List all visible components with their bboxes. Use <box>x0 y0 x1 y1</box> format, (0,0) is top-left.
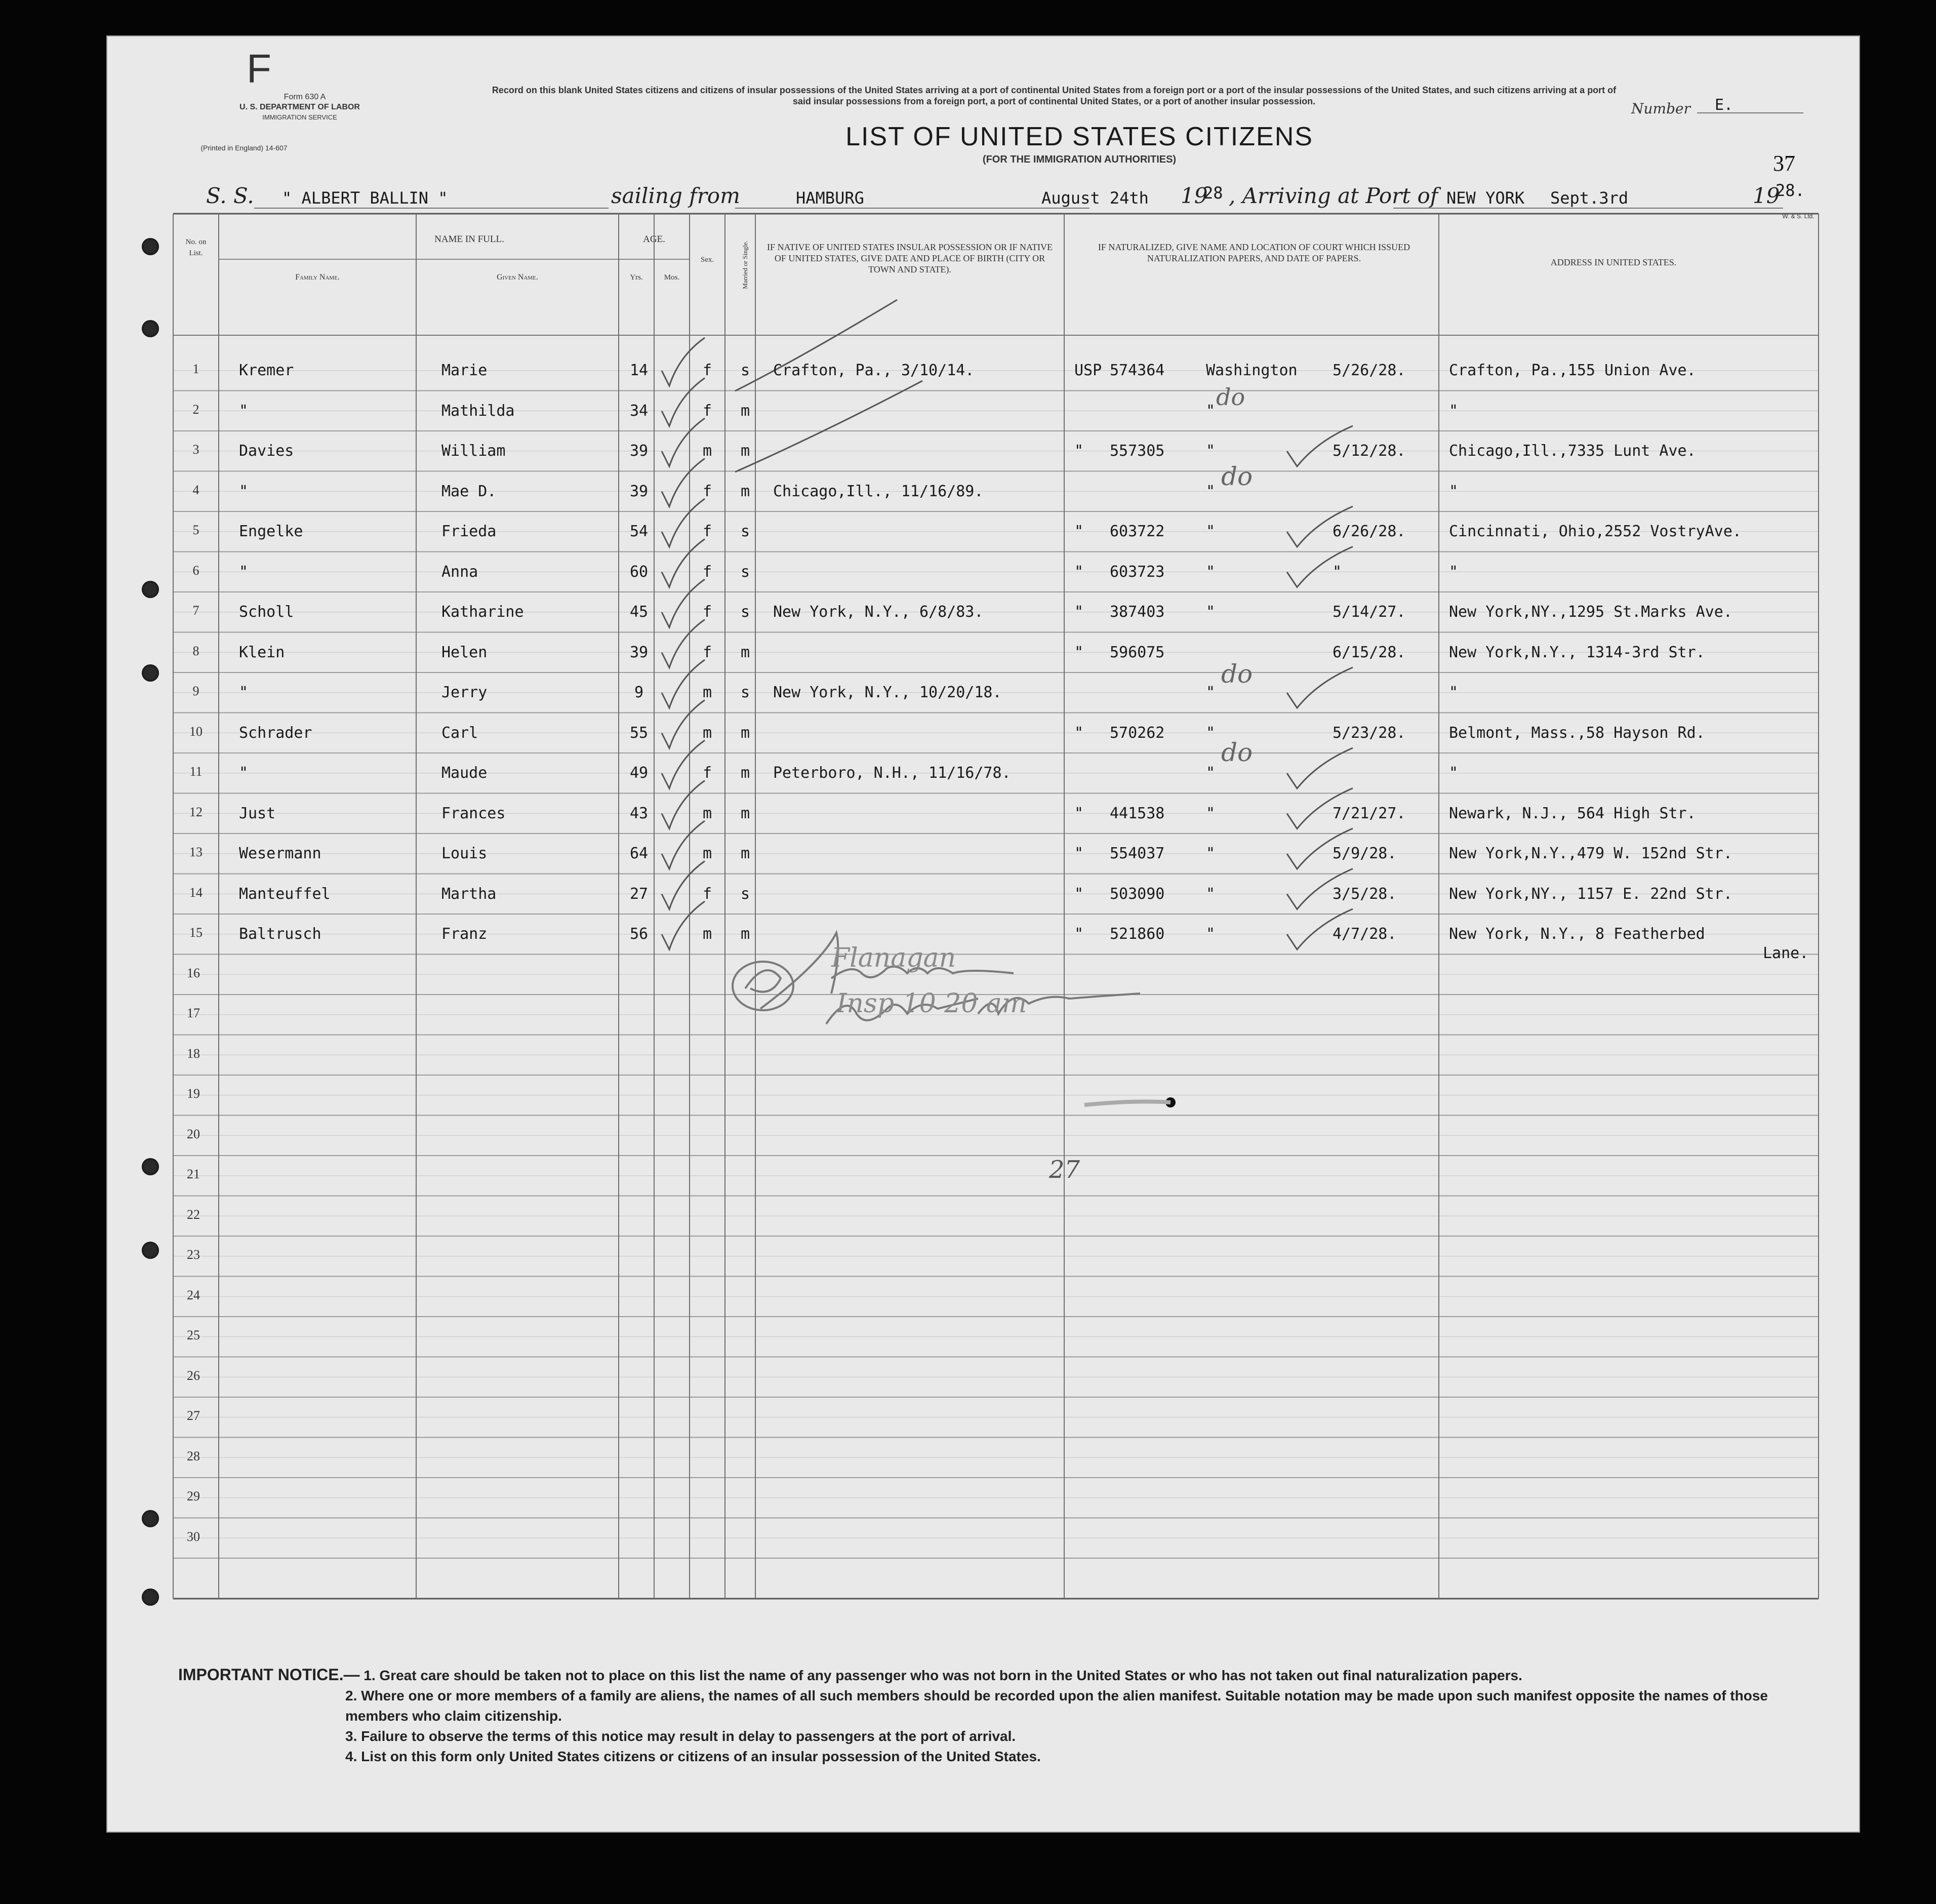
stamp-number: 27 <box>1049 1156 1080 1184</box>
cell-sex: f <box>702 603 712 621</box>
cell-family: " <box>239 482 249 500</box>
cell-ms: s <box>740 563 750 581</box>
cell-no: 3 <box>192 442 199 457</box>
punch-hole <box>142 664 159 682</box>
cell-address: Newark, N.J., 564 High Str. <box>1449 804 1696 822</box>
punch-hole <box>142 581 159 598</box>
cell-address: New York,NY.,1295 St.Marks Ave. <box>1449 603 1732 621</box>
empty-row-number: 26 <box>187 1368 200 1383</box>
cell-family: " <box>239 402 249 420</box>
dep-year-prefix: 19 <box>1181 183 1208 208</box>
document-page <box>106 35 1860 1833</box>
cell-loc: " <box>1206 563 1216 581</box>
ship-name: " ALBERT BALLIN " <box>282 188 448 208</box>
punch-hole <box>142 238 159 255</box>
cell-address: Chicago,Ill.,7335 Lunt Ave. <box>1449 442 1696 460</box>
cell-address: Cincinnati, Ohio,2552 VostryAve. <box>1449 523 1742 540</box>
cell-cert: 570262 <box>1110 724 1165 742</box>
cell-no: 5 <box>192 523 199 537</box>
empty-row-number: 29 <box>187 1489 200 1503</box>
cell-no: 13 <box>189 845 203 859</box>
cell-court: " <box>1074 724 1084 742</box>
header-sex: Sex. <box>700 256 714 264</box>
cell-family: Klein <box>239 643 285 661</box>
cell-age: 60 <box>629 563 649 581</box>
empty-row-number: 27 <box>187 1408 200 1423</box>
cell-ms: m <box>740 925 750 943</box>
cell-address: New York,NY., 1157 E. 22nd Str. <box>1449 885 1732 903</box>
cell-family: Scholl <box>239 603 294 621</box>
cell-date: 6/26/28. <box>1333 523 1406 540</box>
cell-given: Mae D. <box>441 482 497 500</box>
page-subtitle: (FOR THE IMMIGRATION AUTHORITIES) <box>982 154 1177 165</box>
cell-family: Wesermann <box>239 845 321 862</box>
cell-no: 14 <box>189 885 203 900</box>
cell-sex: m <box>702 724 712 742</box>
cell-address: New York, N.Y., 8 Featherbed <box>1449 925 1705 943</box>
cell-given: Frieda <box>441 523 497 540</box>
cell-age: 39 <box>629 482 649 500</box>
empty-row-number: 23 <box>187 1247 200 1262</box>
cell-no: 7 <box>192 603 199 618</box>
cell-given: Katharine <box>441 603 524 621</box>
cell-age: 43 <box>629 804 649 822</box>
port-line <box>1393 208 1783 209</box>
notice-item-3: 3. Failure to observe the terms of this notice may result in delay to passengers at the port of arrival. <box>345 1728 1016 1744</box>
arriving-label: , Arriving at Port of <box>1229 183 1438 208</box>
cell-family: Engelke <box>239 523 303 540</box>
ditto-1: do <box>1216 383 1245 411</box>
header-mos: Mos. <box>664 273 680 282</box>
cell-ms: s <box>740 603 750 621</box>
cell-age: 9 <box>634 684 644 701</box>
cell-date: 6/15/28. <box>1333 643 1406 661</box>
cell-cert: 387403 <box>1110 603 1165 621</box>
header-address: ADDRESS IN UNITED STATES. <box>1550 257 1677 267</box>
cell-no: 15 <box>189 925 203 940</box>
cell-given: Martha <box>441 885 497 903</box>
cell-loc: " <box>1206 523 1216 540</box>
ditto-3: do <box>1221 659 1253 689</box>
cell-loc: " <box>1206 603 1216 621</box>
cell-sex: f <box>702 643 712 661</box>
empty-row-number: 19 <box>187 1086 200 1101</box>
cell-address: " <box>1449 563 1459 581</box>
cell-ms: s <box>740 684 750 701</box>
empty-row-number: 24 <box>187 1287 200 1302</box>
cell-date: 4/7/28. <box>1333 925 1397 943</box>
cell-cert: 557305 <box>1110 442 1165 460</box>
punch-hole <box>142 1510 159 1527</box>
cell-sex: m <box>702 684 712 701</box>
cell-court: " <box>1074 523 1084 540</box>
cell-family: Manteuffel <box>239 885 331 903</box>
cell-sex: f <box>702 764 712 782</box>
cell-family: Baltrusch <box>239 925 321 943</box>
cell-birth: New York, N.Y., 10/20/18. <box>773 684 1002 701</box>
cell-cert: 441538 <box>1110 804 1165 822</box>
punch-hole <box>142 320 159 337</box>
ss-label: S. S. <box>206 183 254 208</box>
form-number: Form 630 A <box>284 93 326 101</box>
cell-ms: s <box>740 523 750 540</box>
cell-sex: f <box>702 482 712 500</box>
cell-given: Jerry <box>441 684 488 701</box>
cell-date: 5/12/28. <box>1333 442 1406 460</box>
cell-birth: Crafton, Pa., 3/10/14. <box>773 362 975 379</box>
cell-loc: " <box>1206 885 1216 903</box>
cell-sex: f <box>702 523 712 540</box>
cell-court: " <box>1074 845 1084 862</box>
cell-date: " <box>1333 563 1342 581</box>
header-given-name: Given Name. <box>497 273 538 282</box>
cell-cert: 603723 <box>1110 563 1165 581</box>
cell-loc: " <box>1206 482 1216 500</box>
cell-loc: " <box>1206 684 1216 701</box>
cell-date: 5/26/28. <box>1333 362 1406 379</box>
cell-age: 56 <box>629 925 649 943</box>
cell-cert: 603722 <box>1110 523 1165 540</box>
important-notice <box>178 1664 1824 1767</box>
header-family-name: Family Name. <box>295 273 340 282</box>
cell-loc: " <box>1206 925 1216 943</box>
notice-heading: IMPORTANT NOTICE.— <box>178 1665 360 1684</box>
empty-row-number: 20 <box>187 1126 200 1141</box>
cell-no: 11 <box>189 764 203 779</box>
cell-family: Just <box>239 804 276 822</box>
cell-date: 5/14/27. <box>1333 603 1406 621</box>
cell-loc: " <box>1206 402 1216 420</box>
header-native: IF NATIVE OF UNITED STATES INSULAR POSSESSION OR IF NATIVE OF UNITED STATES, GIVE DATE AND PLACE OF BIRTH (CITY OR TOWN AND STATE). <box>767 242 1053 274</box>
cell-no: 6 <box>192 563 199 578</box>
cell-address: " <box>1449 482 1459 500</box>
cell-age: 39 <box>629 442 649 460</box>
cell-address: New York,N.Y., 1314-3rd Str. <box>1449 643 1705 661</box>
cell-loc: " <box>1206 724 1216 742</box>
cell-court: USP <box>1074 362 1102 379</box>
service: IMMIGRATION SERVICE <box>262 113 337 121</box>
ditto-4: do <box>1221 738 1253 767</box>
cell-cert: 574364 <box>1110 362 1165 379</box>
header-name-in-full: NAME IN FULL. <box>434 234 504 245</box>
cell-given: Helen <box>441 643 488 661</box>
voyage-line <box>107 178 1859 209</box>
cell-family: " <box>239 684 249 701</box>
cell-family: " <box>239 764 249 782</box>
cell-sex: m <box>702 804 712 822</box>
cell-court: " <box>1074 804 1084 822</box>
cell-age: 34 <box>629 402 649 420</box>
cell-ms: s <box>740 885 750 903</box>
empty-row-number: 28 <box>187 1448 200 1463</box>
cell-age: 27 <box>629 885 649 903</box>
page-number: 37 <box>1773 151 1795 176</box>
address-continuation: Lane. <box>1763 944 1809 962</box>
notice-item-2: 2. Where one or more members of a family are aliens, the names of all such members should be recorded upon the alien manifest. Suitable notation may be made upon such manifest opposite the names of those members who claim citizenship. <box>345 1688 1768 1724</box>
cell-court: " <box>1074 442 1084 460</box>
cell-court: " <box>1074 885 1084 903</box>
cell-given: William <box>441 442 506 460</box>
cell-no: 9 <box>192 684 199 698</box>
record-note: Record on this blank United States citizens and citizens of insular possessions of the United States arriving at a port of continental United States from a foreign port or a port of the insular possessions of the United States, and such citizens arriving at a port of said insular possessions from a foreign port, a port of continental United States, or a port of another insular possession. <box>492 85 1617 106</box>
cell-no: 2 <box>192 402 199 417</box>
cell-date: 5/9/28. <box>1333 845 1397 862</box>
punch-hole <box>142 1242 159 1259</box>
cell-cert: 596075 <box>1110 643 1165 661</box>
departure-year: 28 <box>1203 183 1223 203</box>
number-value-line <box>1697 112 1803 113</box>
cell-sex: m <box>702 845 712 862</box>
cell-address: New York,N.Y.,479 W. 152nd Str. <box>1449 845 1732 862</box>
cell-age: 14 <box>629 362 649 379</box>
department: U. S. DEPARTMENT OF LABOR <box>239 103 360 111</box>
cell-ms: m <box>740 402 750 420</box>
arr-year-prefix: 19 <box>1753 183 1780 208</box>
printer-mark: W. & S. Ltd. <box>1782 213 1814 220</box>
cell-address: Belmont, Mass.,58 Hayson Rd. <box>1449 724 1705 742</box>
departure-port: HAMBURG <box>796 188 864 208</box>
cell-given: Carl <box>441 724 478 742</box>
page-title: LIST OF UNITED STATES CITIZENS <box>845 122 1313 151</box>
cell-ms: s <box>740 362 750 379</box>
cell-given: Mathilda <box>441 402 515 420</box>
cell-given: Louis <box>441 845 488 862</box>
arrival-date: Sept.3rd <box>1550 188 1629 208</box>
cell-ms: m <box>740 804 750 822</box>
notice-item-1: 1. Great care should be taken not to place on this list the name of any passenger who was not born in the United States or who has not taken out final naturalization papers. <box>364 1668 1522 1683</box>
cell-loc: Washington <box>1206 362 1298 379</box>
cell-address: " <box>1449 402 1459 420</box>
cell-ms: m <box>740 724 750 742</box>
cell-cert: 521860 <box>1110 925 1165 943</box>
cell-family: Kremer <box>239 362 294 379</box>
cell-court: " <box>1074 925 1084 943</box>
punch-hole <box>142 1158 159 1175</box>
strike-line <box>735 381 922 472</box>
cell-address: " <box>1449 764 1459 782</box>
cell-age: 49 <box>629 764 649 782</box>
cell-loc: " <box>1206 442 1216 460</box>
cell-age: 39 <box>629 643 649 661</box>
cell-loc: " <box>1206 804 1216 822</box>
cell-date: 7/21/27. <box>1333 804 1406 822</box>
cell-court: " <box>1074 643 1084 661</box>
empty-row-number: 16 <box>187 965 200 980</box>
header-naturalized: IF NATURALIZED, GIVE NAME AND LOCATION OF COURT WHICH ISSUED NATURALIZATION PAPERS, AND DATE OF PAPERS. <box>1098 242 1410 263</box>
cell-sex: m <box>702 442 712 460</box>
cell-no: 4 <box>192 482 199 497</box>
cell-given: Frances <box>441 804 506 822</box>
cell-cert: 554037 <box>1110 845 1165 862</box>
number-value: E. <box>1715 96 1733 114</box>
cell-given: Marie <box>441 362 488 379</box>
cell-sex: m <box>702 925 712 943</box>
cell-loc: " <box>1206 845 1216 862</box>
sailing-label: sailing from <box>611 183 740 208</box>
cell-age: 55 <box>629 724 649 742</box>
cell-ms: m <box>740 442 750 460</box>
cell-ms: m <box>740 845 750 862</box>
ditto-2: do <box>1221 462 1253 491</box>
cell-age: 54 <box>629 523 649 540</box>
cell-family: Schrader <box>239 724 312 742</box>
cell-given: Franz <box>441 925 488 943</box>
punch-hole <box>142 1589 159 1606</box>
from-line <box>735 208 1090 209</box>
cell-given: Maude <box>441 764 488 782</box>
arrival-year: 28. <box>1776 181 1805 200</box>
header-married: Married or Single. <box>741 241 749 289</box>
cell-address: Crafton, Pa.,155 Union Ave. <box>1449 362 1696 379</box>
empty-row-number: 30 <box>187 1529 200 1544</box>
empty-row-number: 17 <box>187 1006 200 1020</box>
cell-sex: f <box>702 402 712 420</box>
ship-line <box>254 208 609 209</box>
header-age: AGE. <box>643 234 665 245</box>
printed-note: (Printed in England) 14-607 <box>200 144 288 152</box>
signature-text-1: Flanagan <box>831 943 956 973</box>
signature-text-2: Insp 10 20 am <box>836 988 1027 1019</box>
cell-date: 3/5/28. <box>1333 885 1397 903</box>
cell-court: " <box>1074 563 1084 581</box>
cell-ms: m <box>740 482 750 500</box>
cell-sex: f <box>702 563 712 581</box>
header-yrs: Yrs. <box>630 273 643 282</box>
cell-date: 5/23/28. <box>1333 724 1406 742</box>
empty-row-number: 25 <box>187 1328 200 1342</box>
cell-cert: 503090 <box>1110 885 1165 903</box>
cell-ms: m <box>740 764 750 782</box>
empty-row-number: 21 <box>187 1167 200 1181</box>
arrival-port: NEW YORK <box>1446 188 1525 208</box>
cell-age: 64 <box>629 845 649 862</box>
cell-address: " <box>1449 684 1459 701</box>
cell-family: " <box>239 563 249 581</box>
cell-age: 45 <box>629 603 649 621</box>
corner-letter: F <box>247 46 271 91</box>
cell-birth: New York, N.Y., 6/8/83. <box>773 603 984 621</box>
cell-no: 12 <box>189 804 203 819</box>
cell-sex: f <box>702 362 712 379</box>
cell-no: 10 <box>189 724 203 739</box>
cell-no: 1 <box>192 362 199 376</box>
cell-court: " <box>1074 603 1084 621</box>
cell-ms: m <box>740 643 750 661</box>
notice-item-4: 4. List on this form only United States citizens or citizens of an insular possession of the United States. <box>345 1749 1041 1764</box>
cell-loc: " <box>1206 764 1216 782</box>
cell-family: Davies <box>239 442 294 460</box>
header-no: No. on List. <box>185 238 207 257</box>
cell-sex: f <box>702 885 712 903</box>
cell-given: Anna <box>441 563 478 581</box>
empty-row-number: 18 <box>187 1046 200 1061</box>
cell-no: 8 <box>192 643 199 658</box>
empty-row-number: 22 <box>187 1207 200 1222</box>
cell-birth: Chicago,Ill., 11/16/89. <box>773 482 984 500</box>
cell-birth: Peterboro, N.H., 11/16/78. <box>773 764 1011 782</box>
number-label: Number <box>1631 100 1690 117</box>
departure-date: August 24th <box>1041 188 1149 208</box>
